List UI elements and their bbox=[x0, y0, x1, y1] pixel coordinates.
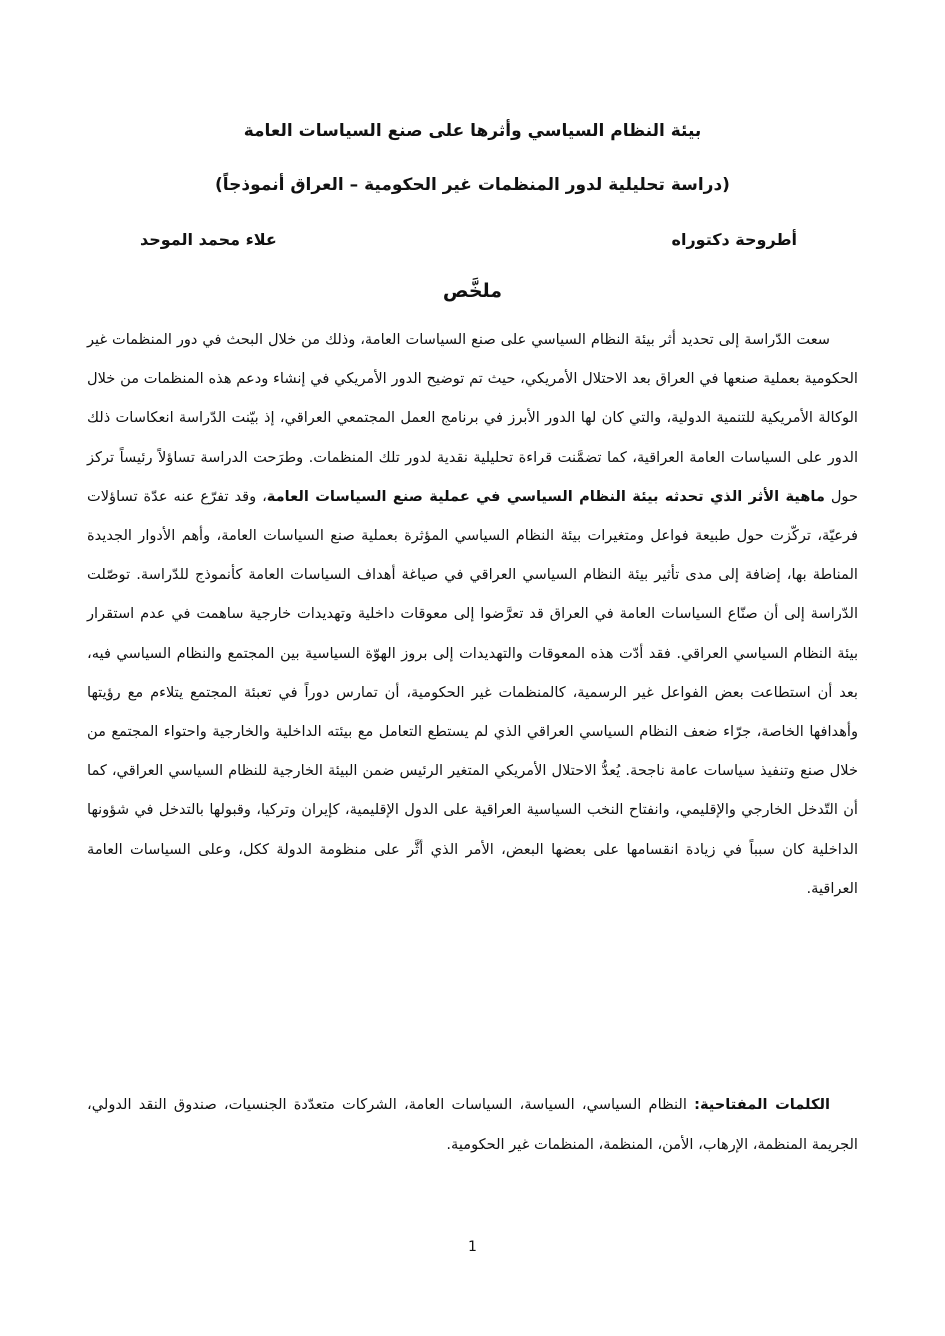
keywords-paragraph bbox=[87, 1085, 858, 1164]
abstract-body bbox=[87, 320, 858, 908]
degree-label: أطروحة دكتوراه bbox=[671, 230, 797, 249]
abstract-text-part2: ، وقد تفرّع عنه عدّة تساؤلات فرعيّة، تركّزت حول طبيعة فواعل ومتغيرات بيئة النظام السياسي المؤثرة بعملية صنع السياسات العامة، وأهم الأدوار الجديدة المناطة بها، إضافة إلى مدى تأثير بيئة النظام السياسي العراقي في صياغة أهداف السياسات العامة كأنموذج للدّراسة. توصّلت الدّراسة إلى أن صنّاع السياسات العامة في العراق قد تعرَّضوا إلى معوقات داخلية وتهديدات خارجية ساهمت في عدم استقرار بيئة النظام السياسي العراقي. فقد أدّت هذه المعوقات والتهديدات إلى بروز الهوّة السياسية بين المجتمع والنظام السياسي فيه، بعد أن استطاعت بعض الفواعل غير الرسمية، كالمنظمات غير الحكومية، أن تمارس دوراً في تعبئة المجتمع يتلاءم مع رؤيتها وأهدافها الخاصة، جرّاء ضعف النظام السياسي العراقي الذي لم يستطع التعامل مع بيئته الداخلية والخارجية واحتواء المجتمع من خلال صنع وتنفيذ سياسات عامة ناجحة. يُعدُّ الاحتلال الأمريكي المتغير الرئيس ضمن البيئة الخارجية للنظام السياسي العراقي، كما أن التّدخل الخارجي والإقليمي، وانفتاح النخب السياسية العراقية على الدول الإقليمية، كإيران وتركيا، وقبولها بالتدخل في شؤونها الداخلية كان سبباً في زيادة انقسامها على بعضها البعض، الأمر الذي أثَّر على منظومة الدولة ككل، وعلى السياسات العامة العراقية. bbox=[87, 487, 858, 897]
keywords-label: الكلمات المفتاحية: bbox=[694, 1096, 830, 1113]
abstract-research-question: ماهية الأثر الذي تحدثه بيئة النظام السياسي في عملية صنع السياسات العامة bbox=[266, 487, 825, 505]
abstract-paragraph bbox=[87, 320, 858, 908]
keywords-text: النظام السياسي، السياسة، السياسات العامة، الشركات متعدّدة الجنسيات، صندوق النقد الدولي، الجريمة المنظمة، الإرهاب، الأمن، المنظمة، المنظمات غير الحكومية. bbox=[87, 1096, 858, 1153]
document-subtitle: (دراسة تحليلية لدور المنظمات غير الحكومية – العراق أنموذجاً) bbox=[215, 175, 730, 195]
abstract-text-part1: سعت الدّراسة إلى تحديد أثر بيئة النظام السياسي على صنع السياسات العامة، وذلك من خلال البحث في دور المنظمات غير الحكومية بعملية صنعها في العراق بعد الاحتلال الأمريكي، حيث تم توضيح الدور الأمريكي في إنشاء ودعم هذه المنظمات من خلال الوكالة الأمريكية للتنمية الدولية، والتي كان لها الدور الأبرز في برنامج العمل المجتمعي العراقي، إذ بيّنت الدّراسة انعكاسات ذلك الدور على السياسات العامة العراقية، كما تضمَّنت قراءة تحليلية نقدية لدور تلك المنظمات. وطرَحت الدراسة تساؤلاً رئيساً تركز حول bbox=[87, 331, 858, 505]
page-number: 1 bbox=[468, 1239, 477, 1255]
abstract-heading: ملخَّص bbox=[442, 280, 503, 302]
author-name: علاء محمد الموحد bbox=[140, 230, 277, 249]
document-meta bbox=[140, 227, 797, 253]
document-title: بيئة النظام السياسي وأثرها على صنع السياسات العامة bbox=[243, 121, 702, 141]
